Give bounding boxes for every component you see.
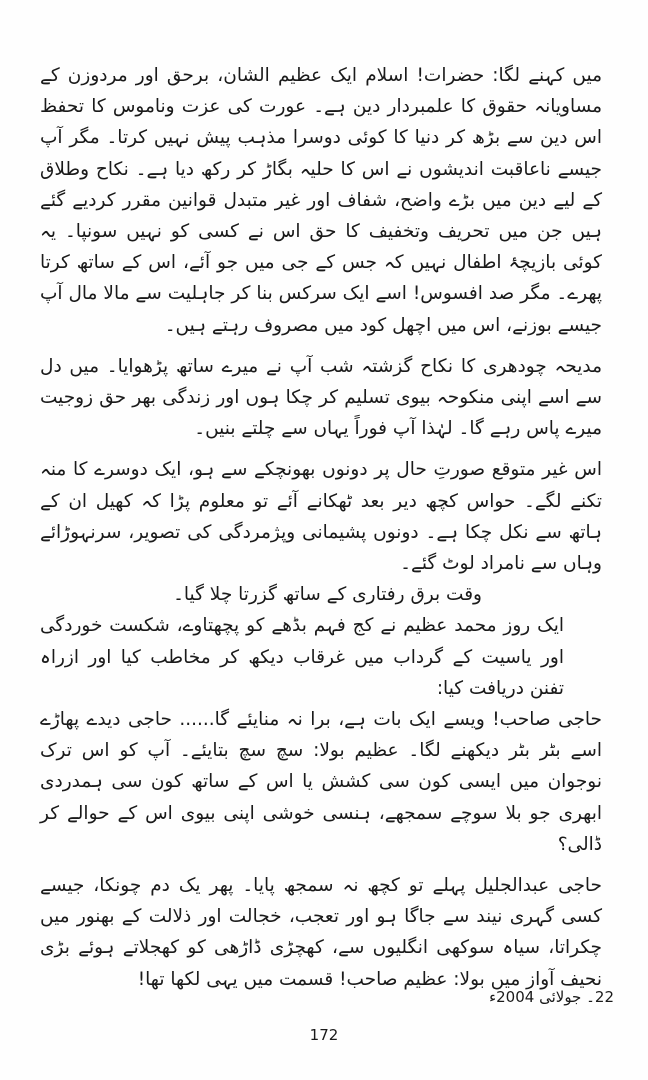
page-number: 172 [309,1026,339,1044]
paragraph-answer: حاجی عبدالجلیل پہلے تو کچھ نہ سمجھ پایا۔ پھر یک دم چونکا، جیسے کسی گہری نیند سے جاگا ہو اور تعجب، خجالت اور ذلالت کے بھنور میں چکراتا، سیاہ سوکھی انگلیوں سے، کھچڑی ڈاڑھی کو کھجلاتے ہوئے بڑی نحیف آواز میں بولا: عظیم صاحب! قسمت میں یہی لکھا تھا! [40,875,602,990]
paragraph-nikah: مدیحہ چودھری کا نکاح گزشتہ شب آپ نے میرے ساتھ پڑھوایا۔ میں دل سے اسے اپنی منکوحہ بیوی تسلیم کر چکا ہوں اور زندگی بھر حق زوجیت میرے پاس رہے گا۔ لہٰذا آپ فوراً یہاں سے چلتے بنیں۔ [40,355,602,440]
story-text [40,60,602,995]
paragraph-speech: میں کہنے لگا: حضرات! اسلام ایک عظیم الشان، برحق اور مردوزن کے مساویانہ حقوق کا علمبردار دین ہے۔ عورت کی عزت وناموس کا تحفظ اس دین سے بڑھ کر دنیا کا کوئی دوسرا مذہب پیش نہیں کرتا۔ مگر آپ جیسے ناعاقبت اندیشوں نے اس کا حلیہ بگاڑ کر رکھ دیا ہے۔ نکاح وطلاق کے لیے دین میں بڑے واضح، شفاف اور غیر متبدل قوانین مقرر کردیے گئے ہیں جن میں تحریف وتخفیف کا حق اس نے کسی کو نہیں سونپا۔ یہ کوئی بازیچۂ اطفال نہیں کہ جس کے جی میں جو آئے، اس کے ساتھ کرتا پھرے۔ مگر صد افسوس! اسے ایک سرکس بنا کر جاہلیت سے مالا مال آپ جیسے بوزنے، اس میں اچھل کود میں مصروف رہتے ہیں۔ [40,65,602,336]
date-stamp: 22۔ جولائی 2004ء [489,988,614,1006]
paragraph-question: حاجی صاحب! ویسے ایک بات ہے، برا نہ منایئے گا...... حاجی دیدے پھاڑے اسے بٹر بٹر دیکھنے لگا۔ عظیم بولا: سچ سچ بتایئے۔ آپ کو اس ترک نوجوان میں ایسی کون سی کشش یا اس کے ساتھ کون سی ہمدردی ابھری جو بلا سوچے سمجھے، ہنسی خوشی اپنی بیوی اس کے حوالے کر ڈالی؟ [40,709,602,855]
paragraph-time-passes: وقت برق رفتاری کے ساتھ گزرتا چلا گیا۔ [173,584,482,606]
paragraph-one-day: ایک روز محمد عظیم نے کج فہم بڈھے کو پچھتاوے، شکست خوردگی اور یاسیت کے گرداب میں غرقاب دیکھ کر مخاطب کیا اور ازراہ تفنن دریافت کیا: [40,615,564,699]
paragraph-reaction: اس غیر متوقع صورتِ حال پر دونوں بھونچکے سے ہو، ایک دوسرے کا منہ تکنے لگے۔ حواس کچھ دیر بعد ٹھکانے آئے تو معلوم پڑا کہ کھیل ان کے ہاتھ سے نکل چکا ہے۔ دونوں پشیمانی وپژمردگی کی تصویر، سرنہوڑائے وہاں سے نامراد لوٹ گئے۔ [40,459,602,575]
